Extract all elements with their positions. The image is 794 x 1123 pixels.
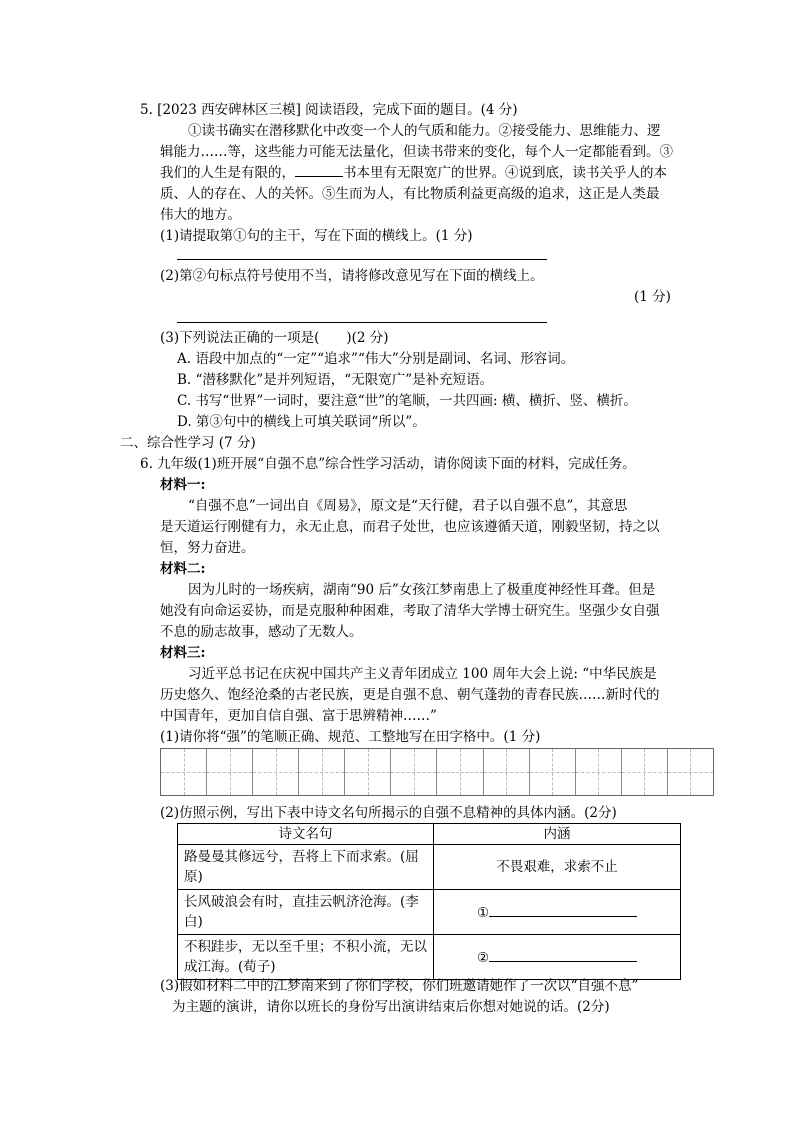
- q6-sub3-line-1: (3)假如材料二中的江梦南来到了你们学校，你们班邀请她作了一次以“自强不息”: [160, 978, 639, 994]
- meaning-cell: 不畏艰难，求索不止: [434, 845, 681, 890]
- meaning-cell[interactable]: [434, 890, 681, 935]
- tianzige-cell[interactable]: [345, 749, 391, 795]
- material-3-label: 材料三:: [160, 645, 206, 661]
- tianzige-cell[interactable]: [437, 749, 483, 795]
- tianzige-cell[interactable]: [668, 749, 713, 795]
- answer-line-1[interactable]: [489, 902, 637, 917]
- tianzige-cell[interactable]: [576, 749, 622, 795]
- q6-sub1: (1)请你将“强”的笔顺正确、规范、工整地写在田字格中。(1 分): [160, 729, 541, 745]
- material-2-line-3: 不息的励志故事，感动了无数人。: [160, 624, 363, 640]
- answer-marker-1: ①: [476, 904, 490, 921]
- q5-sub2-score: (1 分): [634, 289, 671, 305]
- material-2-line-1: 因为儿时的一场疾病，湖南“90 后”女孩江梦南患上了极重度神经性耳聋。但是: [188, 582, 656, 598]
- answer-line-2[interactable]: [489, 947, 637, 962]
- material-3-line-2: 历史悠久、饱经沧桑的古老民族，更是自强不息、朝气蓬勃的青春民族……新时代的: [160, 687, 660, 703]
- tianzige-cell[interactable]: [161, 749, 207, 795]
- tianzige-cell[interactable]: [207, 749, 253, 795]
- tianzige-cell[interactable]: [484, 749, 530, 795]
- table-header-meaning: 内涵: [434, 824, 681, 845]
- q5-passage-line-1: ①读书确实在潜移默化中改变一个人的气质和能力。②接受能力、思维能力、逻: [188, 123, 661, 139]
- answer-marker-2: ②: [476, 949, 490, 966]
- q5-sub2-answer-line[interactable]: [177, 322, 547, 323]
- tianzige-cell[interactable]: [530, 749, 576, 795]
- quote-cell: 长风破浪会有时，直挂云帆济沧海。(李白): [178, 890, 434, 935]
- q5-passage-line-4: 质、人的存在、人的关怀。⑤生而为人，有比物质利益更高级的追求，这正是人类最: [160, 186, 660, 202]
- poem-table: [177, 823, 681, 980]
- table-header-quote: 诗文名句: [178, 824, 434, 845]
- tianzige-cell[interactable]: [391, 749, 437, 795]
- q5-passage-line-3b: 书本里有无限宽广的世界。④说到底，读书关乎人的本: [343, 165, 667, 181]
- tianzige-cell[interactable]: [299, 749, 345, 795]
- tianzige-grid[interactable]: [160, 748, 714, 796]
- table-row: [178, 890, 681, 935]
- q5-option-b: B. “潜移默化”是并列短语，“无限宽广”是补充短语。: [177, 372, 494, 388]
- tianzige-cell[interactable]: [253, 749, 299, 795]
- material-1-line-2: 是天道运行刚健有力，永无止息，而君子处世，也应该遵循天道，刚毅坚韧，持之以: [160, 519, 660, 535]
- material-3-line-1: 习近平总书记在庆祝中国共产主义青年团成立 100 周年大会上说: “中华民族是: [188, 666, 657, 682]
- q5-header: 5. [2023 西安碑林区三模] 阅读语段，完成下面的题目。(4 分): [140, 102, 518, 118]
- q5-passage-blank[interactable]: [295, 164, 343, 177]
- q6-intro: 6. 九年级(1)班开展“自强不息”综合性学习活动，请你阅读下面的材料，完成任务。: [140, 456, 636, 472]
- material-2-line-2: 她没有向命运妥协，而是克服种种困难，考取了清华大学博士研究生。坚强少女自强: [160, 603, 660, 619]
- section-2-heading: 二、综合性学习 (7 分): [120, 435, 256, 451]
- table-row: [178, 935, 681, 980]
- q5-passage-line-3: [160, 163, 667, 183]
- q5-sub2: (2)第②句标点符号使用不当，请将修改意见写在下面的横线上。: [160, 268, 544, 284]
- q5-passage-line-3a: 我们的人生是有限的，: [160, 165, 295, 181]
- q5-sub1: (1)请提取第①句的主干，写在下面的横线上。(1 分): [160, 228, 473, 244]
- quote-cell: 路曼曼其修远兮，吾将上下而求索。(屈原): [178, 845, 434, 890]
- material-1-line-3: 恒，努力奋进。: [160, 540, 255, 556]
- material-3-line-3: 中国青年，更加自信自强、富于思辨精神……”: [160, 708, 437, 724]
- q6-sub3-line-2: 为主题的演讲，请你以班长的身份写出演讲结束后你想对她说的话。(2分): [172, 999, 610, 1015]
- q5-option-a: A. 语段中加点的“一定”“追求”“伟大”分别是副词、名词、形容词。: [177, 351, 575, 367]
- q5-passage-line-2: 辑能力……等，这些能力可能无法量化，但读书带来的变化，每个人一定都能看到。③: [160, 144, 673, 160]
- meaning-cell[interactable]: [434, 935, 681, 980]
- quote-cell: 不积跬步，无以至千里；不积小流，无以成江海。(荀子): [178, 935, 434, 980]
- material-1-line-1: “自强不息”一词出自《周易》，原文是“天行健，君子以自强不息”，其意思: [188, 498, 628, 514]
- tianzige-cell[interactable]: [622, 749, 668, 795]
- table-row: [178, 845, 681, 890]
- table-header-row: [178, 824, 681, 845]
- q5-passage-line-5: 伟大的地方。: [160, 207, 241, 223]
- q5-option-d: D. 第③句中的横线上可填关联词“所以”。: [177, 414, 426, 430]
- q6-sub2: (2)仿照示例，写出下表中诗文名句所揭示的自强不息精神的具体内涵。(2分): [160, 805, 617, 821]
- material-1-label: 材料一:: [160, 477, 206, 493]
- q5-sub3: (3)下列说法正确的一项是( )(2 分): [160, 330, 389, 346]
- q5-sub1-answer-line[interactable]: [177, 259, 547, 260]
- q5-option-c: C. 书写“世界”一词时，要注意“世”的笔顺，一共四画: 横、横折、竖、横折。: [177, 393, 637, 409]
- material-2-label: 材料二:: [160, 561, 206, 577]
